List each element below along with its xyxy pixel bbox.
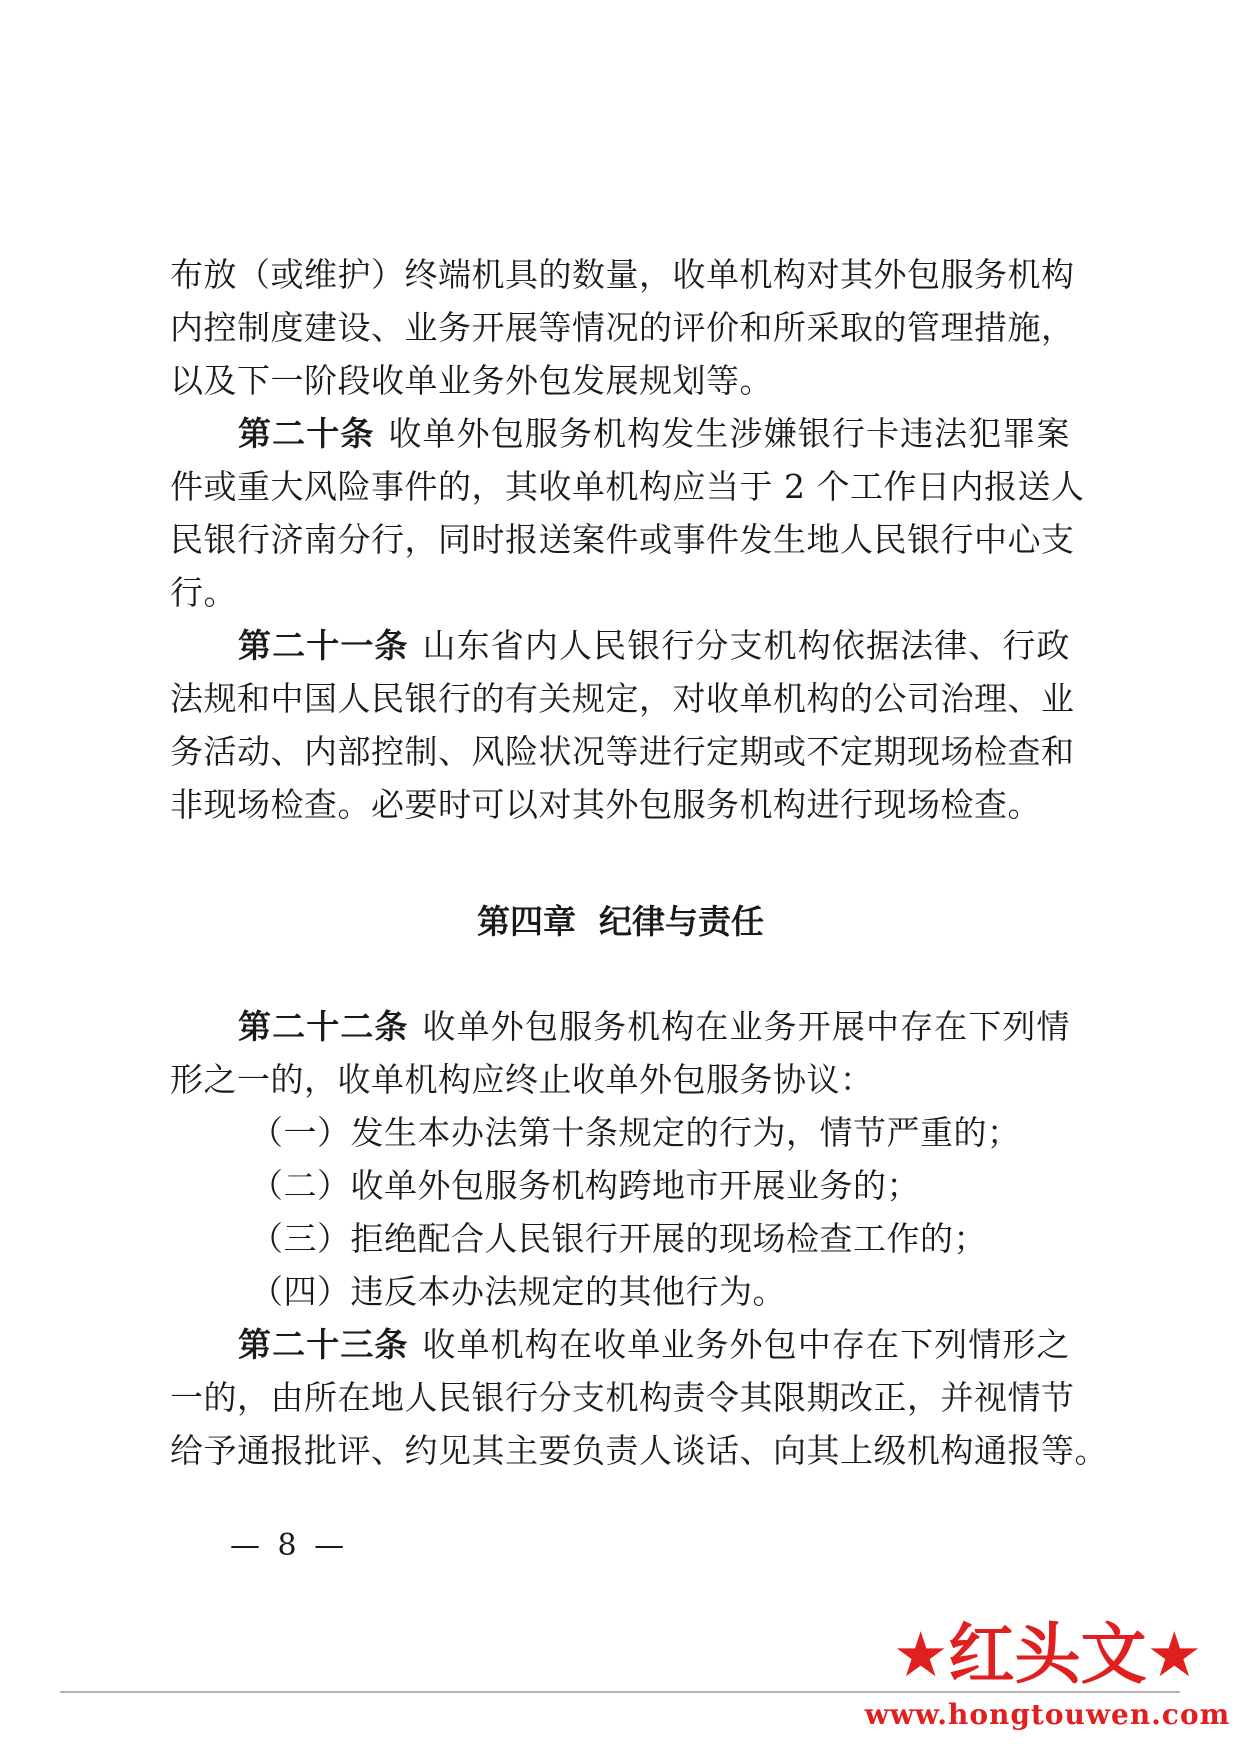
paragraph-line: 件或重大风险事件的，其收单机构应当于 2 个工作日内报送人 [170,467,1085,506]
paragraph-line: 民银行济南分行，同时报送案件或事件发生地人民银行中心支 [170,520,1075,559]
star-icon: ★ [892,1618,949,1691]
paragraph-line: 形之一的，收单机构应终止收单外包服务协议： [170,1060,874,1099]
list-item: （二）收单外包服务机构跨地市开展业务的； [250,1166,920,1205]
paragraph-line: 布放（或维护）终端机具的数量，收单机构对其外包服务机构 [170,255,1075,294]
paragraph-line: 务活动、内部控制、风险状况等进行定期或不定期现场检查和 [170,732,1075,771]
article-23-line: 第二十三条 收单机构在收单业务外包中存在下列情形之 [238,1325,1071,1364]
watermark-title: ★红头文★ [892,1616,1203,1693]
list-item: （四）违反本办法规定的其他行为。 [250,1272,786,1311]
article-number: 第二十三条 [238,1325,409,1364]
article-22-line: 第二十二条 收单外包服务机构在业务开展中存在下列情 [238,1007,1071,1046]
paragraph-line: 给予通报批评、约见其主要负责人谈话、向其上级机构通报等。 [170,1431,1108,1470]
page-number: — 8 — [230,1528,349,1563]
article-21-line: 第二十一条 山东省内人民银行分支机构依据法律、行政 [238,626,1071,665]
paragraph-line: 行。 [170,573,237,612]
paragraph-line: 以及下一阶段收单业务外包发展规划等。 [170,361,773,400]
article-number: 第二十二条 [238,1007,409,1046]
watermark-url: www.hongtouwen.com [864,1698,1231,1731]
article-number: 第二十条 [238,414,375,453]
chapter-heading: 第四章 纪律与责任 [477,902,764,941]
article-20-line: 第二十条 收单外包服务机构发生涉嫌银行卡违法犯罪案 [238,414,1071,453]
article-number: 第二十一条 [238,626,409,665]
paragraph-line: 内控制度建设、业务开展等情况的评价和所采取的管理措施， [170,308,1075,347]
watermark [855,1615,1240,1755]
star-icon: ★ [1146,1618,1203,1691]
paragraph-line: 一的，由所在地人民银行分支机构责令其限期改正，并视情节 [170,1378,1075,1417]
list-item: （三）拒绝配合人民银行开展的现场检查工作的； [250,1219,987,1258]
paragraph-line: 非现场检查。必要时可以对其外包服务机构进行现场检查。 [170,785,1041,824]
paragraph-line: 法规和中国人民银行的有关规定，对收单机构的公司治理、业 [170,679,1075,718]
list-item: （一）发生本办法第十条规定的行为，情节严重的； [250,1113,1021,1152]
